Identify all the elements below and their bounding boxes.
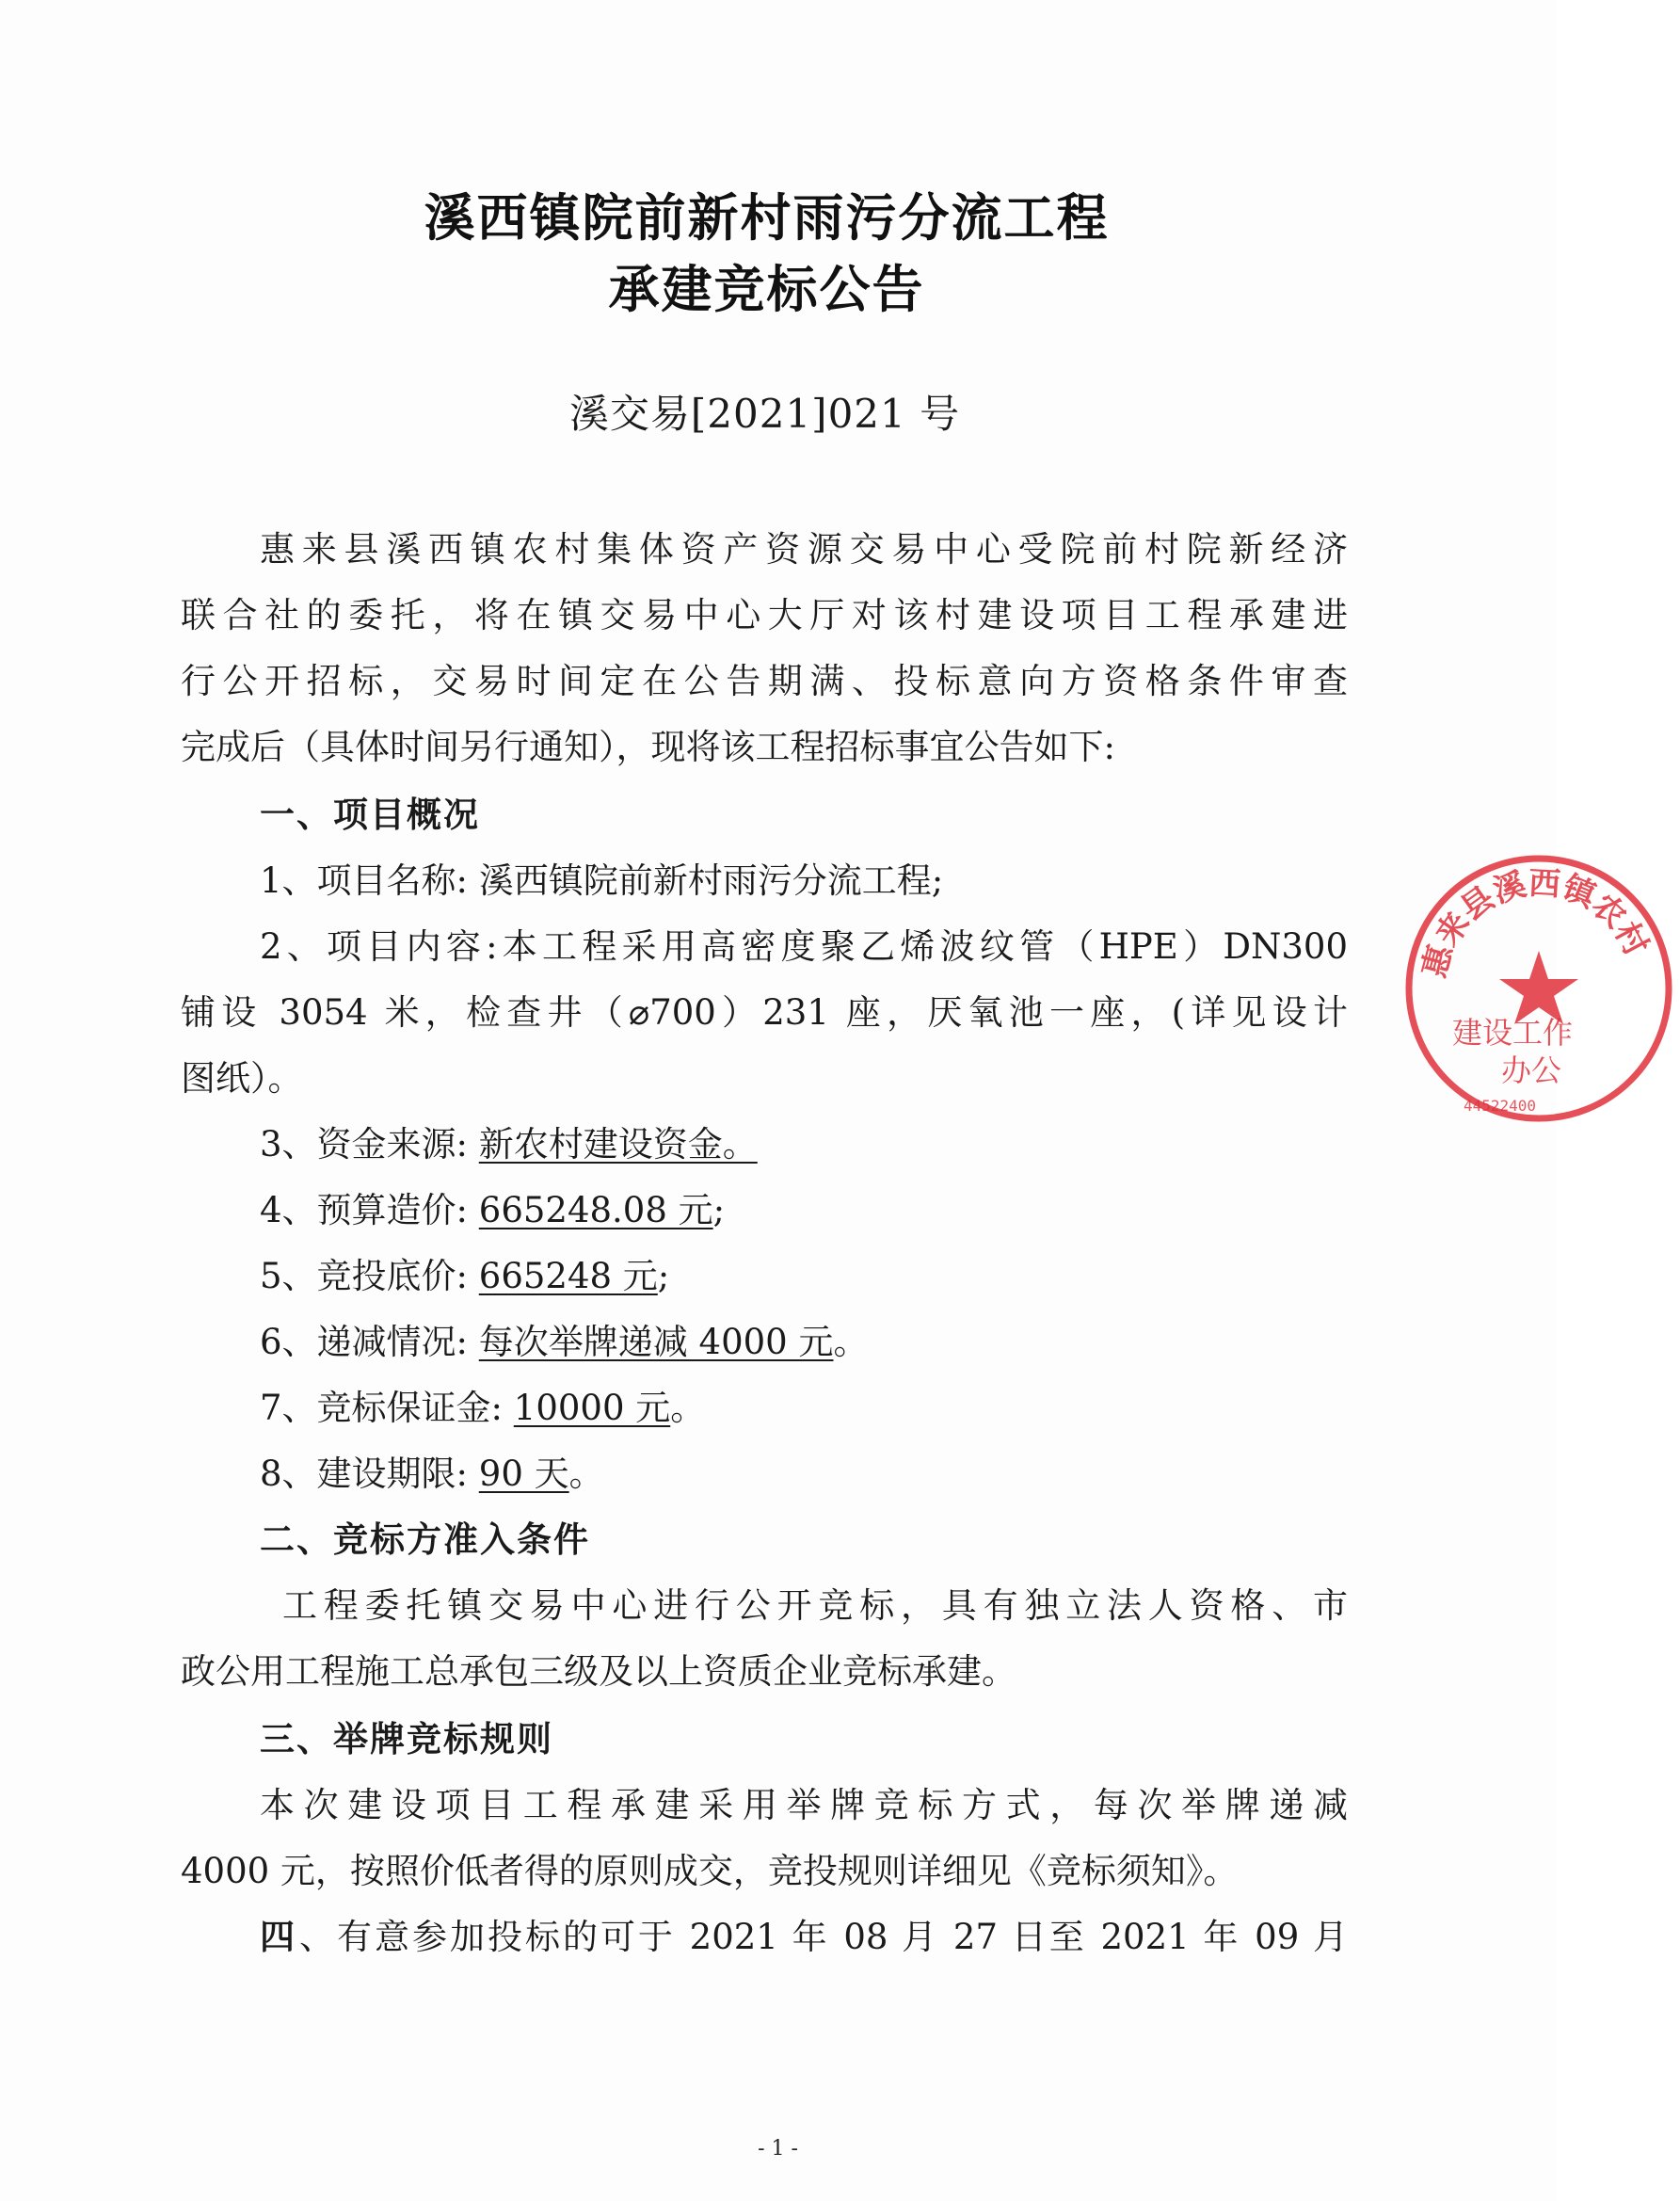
section-2-heading: 二、竞标方准入条件 <box>260 1519 590 1560</box>
intro-line-2: 联合社的委托，将在镇交易中心大厅对该村建设项目工程承建进 <box>181 595 1348 635</box>
document-title-line-1: 溪西镇院前新村雨污分流工程 <box>424 188 1110 248</box>
item-4-suffix: ; <box>712 1190 726 1230</box>
section-3-line-1: 本次建设项目工程承建采用举牌竞标方式，每次举牌递减 <box>260 1785 1348 1825</box>
intro-line-3: 行公开招标，交易时间定在公告期满、投标意向方资格条件审查 <box>181 661 1348 701</box>
document-title-line-2: 承建竞标公告 <box>608 260 925 319</box>
section-1-heading: 一、项目概况 <box>260 795 480 835</box>
item-3-label: 3、资金来源: <box>260 1124 469 1165</box>
item-6-suffix: 。 <box>833 1322 869 1362</box>
seal-code: 44522400 <box>1464 1097 1537 1115</box>
item-3-value: 新农村建设资金。 <box>478 1124 758 1165</box>
item-8 <box>260 1448 1348 1501</box>
item-6-value: 每次举牌递减 4000 元 <box>478 1322 834 1362</box>
item-7-suffix: 。 <box>670 1388 706 1428</box>
item-2-label: 2、项目内容: <box>260 926 498 967</box>
item-5-label: 5、竞投底价: <box>260 1256 469 1296</box>
item-2-line-1 <box>260 921 1348 973</box>
seal-bottom-text: 建设工作 <box>1452 1015 1574 1051</box>
document-number: 溪交易[2021]021 号 <box>568 391 961 437</box>
item-7-label: 7、竞标保证金: <box>260 1388 504 1428</box>
item-4-value: 665248.08 元 <box>478 1190 713 1230</box>
section-4-heading: 四 <box>260 1917 299 1957</box>
item-1-value: 溪西镇院前新村雨污分流工程; <box>478 860 944 901</box>
section-4-text: 、有意参加投标的可于 2021 年 08 月 27 日至 2021 年 09 月 <box>299 1917 1348 1957</box>
item-6-label: 6、递减情况: <box>260 1322 469 1362</box>
item-5-value: 665248 元 <box>478 1256 658 1296</box>
item-5-suffix: ; <box>657 1256 670 1296</box>
seal-star-icon <box>1499 951 1578 1024</box>
item-3 <box>260 1118 1348 1171</box>
section-2-line-1: 工程委托镇交易中心进行公开竞标，具有独立法人资格、市 <box>282 1585 1348 1626</box>
item-6 <box>260 1316 1348 1369</box>
item-7-value: 10000 元 <box>513 1388 671 1428</box>
section-2-line-2: 政公用工程施工总承包三级及以上资质企业竞标承建。 <box>181 1651 1016 1692</box>
section-4-line-1 <box>260 1911 1348 1964</box>
page-number: - 1 - <box>758 2137 798 2161</box>
item-2-value: 本工程采用高密度聚乙烯波纹管（HPE）DN300 <box>497 926 1348 967</box>
intro-line-4: 完成后（具体时间另行通知），现将该工程招标事宜公告如下: <box>181 727 1115 767</box>
item-8-label: 8、建设期限: <box>260 1454 469 1494</box>
seal-bottom-text-2: 办公 <box>1501 1052 1562 1088</box>
item-1 <box>260 855 1348 908</box>
item-8-value: 90 天 <box>478 1454 569 1494</box>
item-8-suffix: 。 <box>568 1454 604 1494</box>
item-4 <box>260 1184 1348 1237</box>
section-3-heading: 三、举牌竞标规则 <box>260 1719 553 1759</box>
item-4-label: 4、预算造价: <box>260 1190 469 1230</box>
item-2-line-2: 铺设 3054 米，检查井（⌀700）231 座，厌氧池一座，(详见设计 <box>181 992 1348 1033</box>
intro-line-1: 惠来县溪西镇农村集体资产资源交易中心受院前村院新经济 <box>260 529 1348 570</box>
item-7 <box>260 1382 1348 1435</box>
item-1-label: 1、项目名称: <box>260 860 469 901</box>
section-3-line-2: 4000 元，按照价低者得的原则成交，竞投规则详细见《竞标须知》。 <box>181 1851 1239 1891</box>
seal-arc-text: 惠来县溪西镇农村 <box>1416 864 1656 982</box>
item-2-line-3: 图纸）。 <box>181 1058 303 1099</box>
official-seal-stamp <box>1398 847 1680 1130</box>
item-5 <box>260 1250 1348 1303</box>
